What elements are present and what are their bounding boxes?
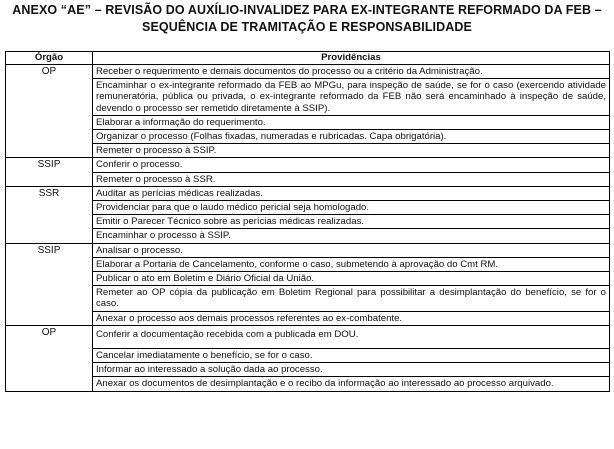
action-cell: Encaminhar o processo à SSIP. <box>93 229 610 243</box>
action-cell: Providenciar para que o laudo médico pericial seja homologado. <box>93 201 610 215</box>
title-line-2: SEQUÊNCIA DE TRAMITAÇÃO E RESPONSABILIDADE <box>142 20 472 34</box>
table-row <box>6 286 610 311</box>
table-row <box>6 130 610 144</box>
action-cell: Conferir o processo. <box>93 158 610 172</box>
organ-cell: OP <box>6 325 93 391</box>
title-line-1: ANEXO “AE” – REVISÃO DO AUXÍLIO-INVALIDEZ PARA EX-INTEGRANTE REFORMADO DA FEB – <box>12 3 602 17</box>
table-row <box>6 215 610 229</box>
action-cell: Conferir a documentação recebida com a publicada em DOU. <box>93 325 610 348</box>
table-row <box>6 363 610 377</box>
action-cell: Cancelar imediatamente o benefício, se for o caso. <box>93 349 610 363</box>
table-row <box>6 79 610 116</box>
action-cell: Emitir o Parecer Técnico sobre as perícias médicas realizadas. <box>93 215 610 229</box>
action-cell: Analisar o processo. <box>93 243 610 257</box>
table-row <box>6 115 610 129</box>
action-cell: Elaborar a informação do requerimento. <box>93 115 610 129</box>
table-row <box>6 229 610 243</box>
table-row <box>6 172 610 186</box>
action-cell: Remeter o processo à SSR. <box>93 172 610 186</box>
table-row <box>6 377 610 391</box>
action-cell: Receber o requerimento e demais documentos do processo ou a critério da Administração. <box>93 65 610 79</box>
table-row <box>6 311 610 325</box>
action-cell: Anexar os documentos de desimplantação e o recibo da informação ao interessado ao processo arquivado. <box>93 377 610 391</box>
table-row <box>6 243 610 257</box>
procedure-table <box>5 51 610 392</box>
header-organ: Órgão <box>6 52 93 65</box>
action-cell: Publicar o ato em Boletim e Diário Oficial da União. <box>93 272 610 286</box>
action-cell: Elaborar a Portaria de Cancelamento, conforme o caso, submetendo à aprovação do Cmt RM. <box>93 257 610 271</box>
table-row <box>6 257 610 271</box>
table-row <box>6 65 610 79</box>
action-cell: Encaminhar o ex-integrante reformado da FEB ao MPGu, para inspeção de saúde, se for o caso (exercendo atividade remuneratória, pública ou privada, o ex-integrante reformado da FEB não será encaminhado à inspeção de saúde, devendo o processo ser remetido diretamente à SSIP). <box>93 79 610 116</box>
table-row <box>6 349 610 363</box>
table-row <box>6 144 610 158</box>
action-cell: Anexar o processo aos demais processos referentes ao ex-combatente. <box>93 311 610 325</box>
table-header-row <box>6 52 610 65</box>
organ-cell: SSIP <box>6 243 93 325</box>
table-row <box>6 158 610 172</box>
action-cell: Auditar as perícias médicas realizadas. <box>93 186 610 200</box>
organ-cell: SSIP <box>6 158 93 186</box>
table-row <box>6 325 610 348</box>
table-row <box>6 272 610 286</box>
document-title <box>0 0 614 36</box>
action-cell: Organizar o processo (Folhas fixadas, numeradas e rubricadas. Capa obrigatória). <box>93 130 610 144</box>
organ-cell: OP <box>6 65 93 158</box>
action-cell: Informar ao interessado a solução dada ao processo. <box>93 363 610 377</box>
table-row <box>6 201 610 215</box>
action-cell: Remeter ao OP cópia da publicação em Boletim Regional para possibilitar a desimplantação do benefício, se for o caso. <box>93 286 610 311</box>
organ-cell: SSR <box>6 186 93 243</box>
table-row <box>6 186 610 200</box>
action-cell: Remeter o processo à SSIP. <box>93 144 610 158</box>
header-actions: Providências <box>93 52 610 65</box>
